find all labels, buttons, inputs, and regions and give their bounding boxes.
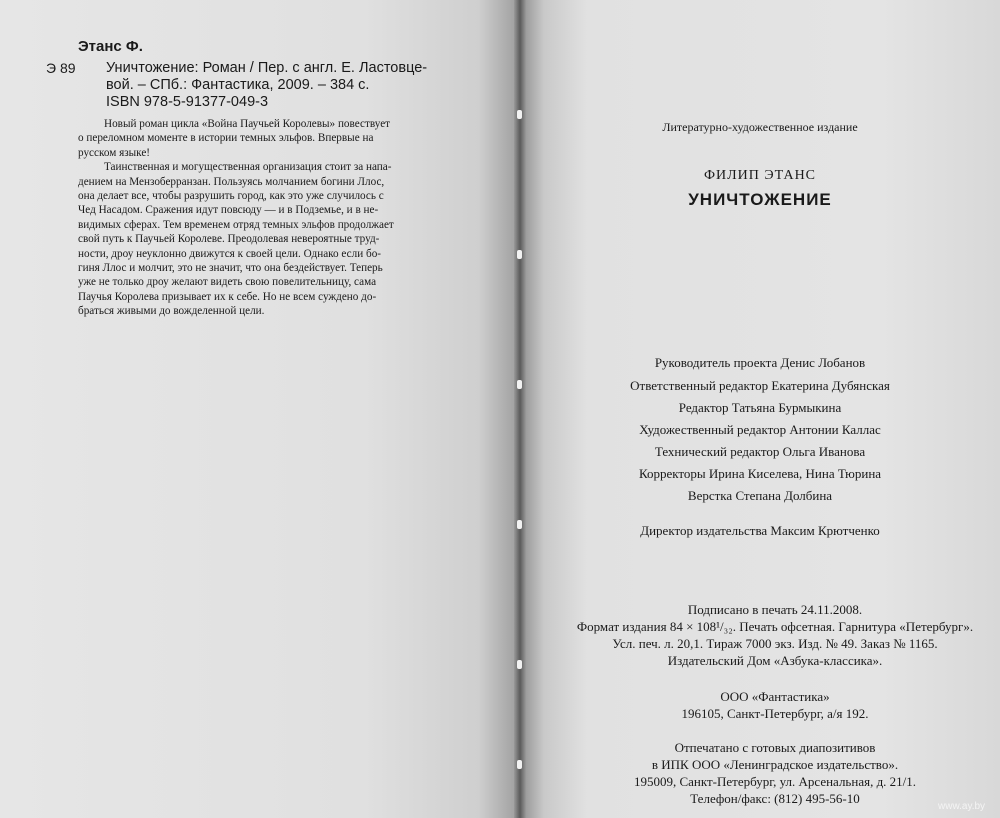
director-line: Директор издательства Максим Крютченко bbox=[640, 523, 880, 538]
isbn: ISBN 978-5-91377-049-3 bbox=[106, 94, 269, 110]
binding-stitch bbox=[517, 250, 522, 259]
catalog-author: Этанс Ф. bbox=[78, 38, 143, 55]
credit-line: Художественный редактор Антонии Каллас bbox=[639, 422, 881, 437]
annotation-line: о переломном моменте в истории темных эльфов. Впервые на bbox=[78, 132, 374, 145]
annotation-line: Чед Насадом. Сражения идут повсюду — и в Подземье, и в не- bbox=[78, 204, 379, 217]
annotation-line: свой путь к Паучьей Королеве. Преодолевая невероятные труд- bbox=[78, 233, 380, 246]
annotation-line: дением на Мензоберранзан. Пользуясь молчанием богини Ллос, bbox=[78, 175, 385, 188]
print-info bbox=[565, 601, 985, 669]
printer-line: в ИПК ООО «Ленинградское издательство». bbox=[651, 757, 899, 772]
print-info-line: Усл. печ. л. 20,1. Тираж 7000 экз. Изд. № 49. Заказ № 1165. bbox=[612, 636, 938, 651]
publisher-line: ООО «Фантастика» bbox=[720, 689, 830, 704]
printer-line: 195009, Санкт-Петербург, ул. Арсенальная, д. 21/1. bbox=[633, 774, 917, 789]
print-info-line: Издательский Дом «Азбука-классика». bbox=[667, 653, 883, 668]
publisher-info bbox=[565, 688, 985, 722]
binding-stitch bbox=[517, 110, 522, 119]
annotation-line: Таинственная и могущественная организация стоит за напа- bbox=[104, 161, 392, 174]
credit-line: Ответственный редактор Екатерина Дубянская bbox=[630, 378, 890, 393]
printer-info bbox=[565, 739, 985, 807]
annotation bbox=[78, 117, 470, 319]
credit-line: Руководитель проекта Денис Лобанов bbox=[654, 355, 866, 370]
binding-stitch bbox=[517, 760, 522, 769]
watermark: www.ay.by bbox=[938, 801, 986, 812]
annotation-line: она делает все, чтобы разрушить город, как это уже случилось с bbox=[78, 190, 384, 203]
binding-stitch bbox=[517, 660, 522, 669]
publisher-line: 196105, Санкт-Петербург, а/я 192. bbox=[681, 706, 869, 721]
print-info-line: Формат издания 84 × 108¹/₃₂. Печать офсетная. Гарнитура «Петербург». bbox=[576, 619, 974, 634]
annotation-line: браться живыми до вожделенной цели. bbox=[78, 305, 265, 318]
printer-line: Телефон/факс: (812) 495-56-10 bbox=[690, 791, 860, 806]
credit-line: Редактор Татьяна Бурмыкина bbox=[678, 400, 842, 415]
credit-line: Технический редактор Ольга Иванова bbox=[654, 444, 866, 459]
printer-line: Отпечатано с готовых диапозитивов bbox=[674, 740, 876, 755]
credit-line: Корректоры Ирина Киселева, Нина Тюрина bbox=[638, 466, 882, 481]
annotation-line: гиня Ллос и молчит, это не значит, что она бездействует. Теперь bbox=[78, 262, 383, 275]
annotation-line: ности, дроу неуклонно движутся к своей цели. Однако если бо- bbox=[78, 247, 382, 260]
annotation-line: Новый роман цикла «Война Паучьей Королевы» повествует bbox=[104, 118, 391, 130]
print-info-line: Подписано в печать 24.11.2008. bbox=[687, 602, 863, 617]
bibliographic-record bbox=[106, 60, 476, 111]
book-title: УНИЧТОЖЕНИЕ bbox=[688, 190, 832, 209]
annotation-line: видимых сферах. Тем временем отряд темных эльфов продолжает bbox=[78, 218, 394, 231]
catalog-class-code: Э 89 bbox=[46, 60, 76, 76]
credit-line: Верстка Степана Долбина bbox=[687, 488, 833, 503]
genre-line: Литературно-художественное издание bbox=[662, 120, 858, 134]
biblio-line: Уничтожение: Роман / Пер. с англ. Е. Ластовце- bbox=[106, 60, 428, 76]
annotation-line: русском языке! bbox=[78, 146, 151, 159]
annotation-line: уже не только дроу желают видеть свою повелительницу, сама bbox=[78, 276, 377, 289]
biblio-line: вой. – СПб.: Фантастика, 2009. – 384 с. bbox=[106, 77, 370, 93]
annotation-line: Паучья Королева призывает их к себе. Но не всем суждено до- bbox=[78, 290, 377, 303]
book-author: ФИЛИП ЭТАНС bbox=[703, 168, 817, 183]
